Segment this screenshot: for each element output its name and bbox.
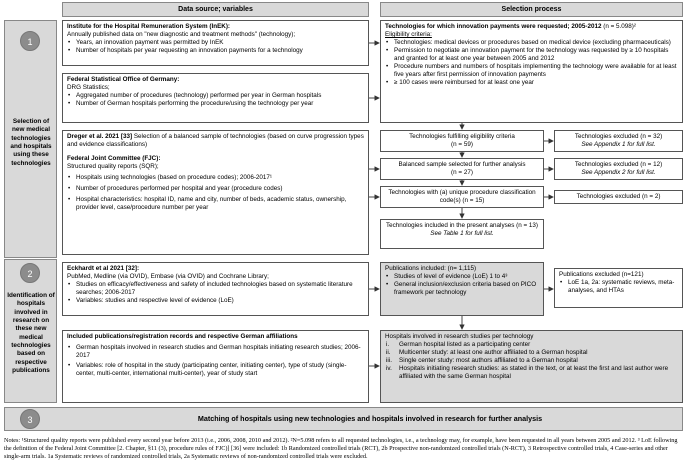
excluded-3-label: Technologies excluded (n = 2) xyxy=(576,193,661,200)
list-number: iii. xyxy=(386,357,392,365)
eckhardt-desc: PubMed, Medline (via OVID), Embase (via OVID) and Cochrane Library; xyxy=(67,273,269,281)
eckhardt-box xyxy=(62,262,369,316)
excluded-1-label: Technologies excluded (n = 32) xyxy=(574,133,663,140)
list-item: • Studies on efficacy/effectiveness and safety of included technologies based on systematic literature searches; 2006-2017 xyxy=(67,281,364,297)
publications-registration-box xyxy=(62,330,369,403)
publications-included-title: Publications included: (n= 1,115) xyxy=(385,265,477,272)
destatis-box xyxy=(62,73,369,123)
present-analyses-box xyxy=(380,219,544,249)
pubreg-title: Included publications/registration records and respective German affiliations xyxy=(67,333,298,340)
unique-code-label: Technologies with (a) unique procedure classification code(s) (n = 15) xyxy=(388,189,536,205)
list-item xyxy=(385,365,678,381)
excluded-2-ref: See Appendix 2 for full list. xyxy=(581,169,656,177)
list-item: • Aggregated number of procedures (technology) performed per year in German hospitals xyxy=(67,92,364,100)
list-item: • ≥ 100 cases were reimbursed for at least one year xyxy=(385,79,678,87)
list-item: • Number of procedures performed per hospital and year (procedure codes) xyxy=(67,185,364,193)
eligible-label: Technologies fulfilling eligibility criteria xyxy=(409,133,515,140)
header-selection-process: Selection process xyxy=(380,2,683,17)
dreger-desc: Selection of a balanced sample of technologies (based on curve progression types and evidence classifications) xyxy=(67,133,364,149)
list-number: iv. xyxy=(386,365,392,373)
publications-excluded-title: Publications excluded (n=121) xyxy=(559,271,644,278)
list-item: • Permission to negotiate an innovation payment for the technology was requested by ≥ 10 hospitals and granted for at least one year between 2005 and 2012 xyxy=(385,47,678,63)
eligibility-title: Eligibility criteria: xyxy=(385,31,432,39)
list-item: • Technologies: medical devices or procedures based on medical device (excluding pharmaceuticals) xyxy=(385,39,678,47)
inek-box xyxy=(62,20,369,66)
list-item: • Variables: role of hospital in the study (participating center, initiating center), type of study (single-center, multi-center, international multi-center), year of study start xyxy=(67,362,364,378)
fjc-desc: Structured quality reports (SQR); xyxy=(67,163,159,171)
dreger-title: Dreger et al. 2021 [33] xyxy=(67,133,133,140)
step3-number: 3 xyxy=(20,409,40,429)
excluded-1-ref: See Appendix 1 for full list. xyxy=(581,141,656,149)
header-data-source: Data source; variables xyxy=(62,2,369,17)
step1-label: Selection of new medical technologies and hospitals using these technologies xyxy=(10,118,52,167)
footnotes: Notes: ¹Structured quality reports were published every second year before 2013 (i.e., 2006, 2008, 2010 and 2012). ²N=5.098 refers to all requested technologies, i.e., a technology may, for example, have been requested in all years between 2005 and 2012. ³ LoE following the definition of the Federal Joint Committee [2. Chapter, §11 (3), procedure rules of FJC)] [36] were included: 1b Randomized controlled trials (RCT), 2b Prospective non-randomized controlled trials (N-RCT), 3 Retrospective controlled trials, 4 Case-series and other single-arm trials. 1a Systematic reviews of randomized controlled trials, 2a Systematic reviews of non-randomized controlled trials were excluded. xyxy=(4,437,678,461)
eligible-count: (n = 59) xyxy=(451,141,473,149)
publications-included-box xyxy=(380,262,544,316)
list-number: ii. xyxy=(386,349,391,357)
excluded-3-box xyxy=(554,190,683,204)
list-item: • German hospitals involved in research studies and German hospitals initiating research studies; 2006-2017 xyxy=(67,344,364,360)
list-number: i. xyxy=(386,341,390,349)
list-item: • Hospital characteristics: hospital ID, name and city, number of beds, academic status, ownership, provider level, case/procedure number per year xyxy=(67,196,364,212)
list-item: • LoE 1a, 2a: systematic reviews, meta-analyses, and HTAs xyxy=(559,279,678,295)
list-item xyxy=(385,357,678,365)
tech-requested-title: Technologies for which innovation payments were requested; 2005-2012 xyxy=(385,23,602,30)
list-item: • Studies of level of evidence (LoE) 1 to 4³ xyxy=(385,273,539,281)
list-text: German hospital listed as a participating center xyxy=(399,341,531,349)
list-item: • Years, an innovation payment was permitted by InEK xyxy=(67,39,364,47)
inek-desc: Annually published data on "new diagnostic and treatment methods" (technology); xyxy=(67,31,296,39)
tech-requested-box xyxy=(380,20,683,123)
present-analyses-label: Technologies included in the present analyses (n = 13) xyxy=(385,222,539,229)
balanced-box xyxy=(380,158,544,180)
publications-excluded-box xyxy=(554,268,683,308)
unique-code-box xyxy=(380,186,544,208)
present-analyses-ref: See Table 1 for full list. xyxy=(430,230,494,238)
balanced-label: Balanced sample selected for further analysis xyxy=(398,161,526,168)
list-item: • Variables: studies and respective level of evidence (LoE) xyxy=(67,297,364,305)
dreger-fjc-box xyxy=(62,130,369,255)
eckhardt-title: Eckhardt et al 2021 [32]: xyxy=(67,265,140,272)
step2-number: 2 xyxy=(20,263,40,283)
inek-title: Institute for the Hospital Remuneration System (InEK): xyxy=(67,23,231,30)
fjc-title: Federal Joint Committee (FJC): xyxy=(67,155,161,163)
list-text: Hospitals initiating research studies: as stated in the text, or at least the first and last author were affiliated with the same German hospital xyxy=(399,365,669,381)
list-item xyxy=(385,341,678,349)
list-item: • Number of hospitals per year requesting an innovation payments for a technology xyxy=(67,47,364,55)
list-item xyxy=(385,349,678,357)
tech-requested-count: (n = 5.098)² xyxy=(601,23,636,30)
excluded-1-box xyxy=(554,130,683,152)
balanced-count: (n = 27) xyxy=(451,169,473,177)
destatis-title: Federal Statistical Office of Germany: xyxy=(67,76,180,83)
eligible-box xyxy=(380,130,544,152)
step1-number: 1 xyxy=(20,31,40,51)
list-item: • Hospitals using technologies (based on procedure codes); 2006-2017¹ xyxy=(67,174,364,182)
hospitals-research-title: Hospitals involved in research studies per technology xyxy=(385,333,534,340)
list-text: Single center study: most authors affiliated to a German hospital xyxy=(399,357,578,365)
step3-label: Matching of hospitals using new technologies and hospitals involved in research for further analysis xyxy=(197,414,543,423)
destatis-desc: DRG Statistics; xyxy=(67,84,110,92)
list-item: • General inclusion/exclusion criteria based on PICO framework per technology xyxy=(385,281,539,297)
excluded-2-label: Technologies excluded (n = 12) xyxy=(574,161,663,168)
hospitals-research-box xyxy=(380,330,683,403)
excluded-2-box xyxy=(554,158,683,180)
list-item: • Number of German hospitals performing the procedure/using the technology per year xyxy=(67,100,364,108)
list-text: Multicenter study: at least one author affiliated to a German hospital xyxy=(399,349,588,357)
step2-label: Identification of hospitals involved in research on these new medical technologies based on respective publications xyxy=(7,292,55,374)
list-item: • Procedure numbers and numbers of hospitals implementing the technology were available for at least five years after first permission of innovation payments xyxy=(385,63,678,79)
